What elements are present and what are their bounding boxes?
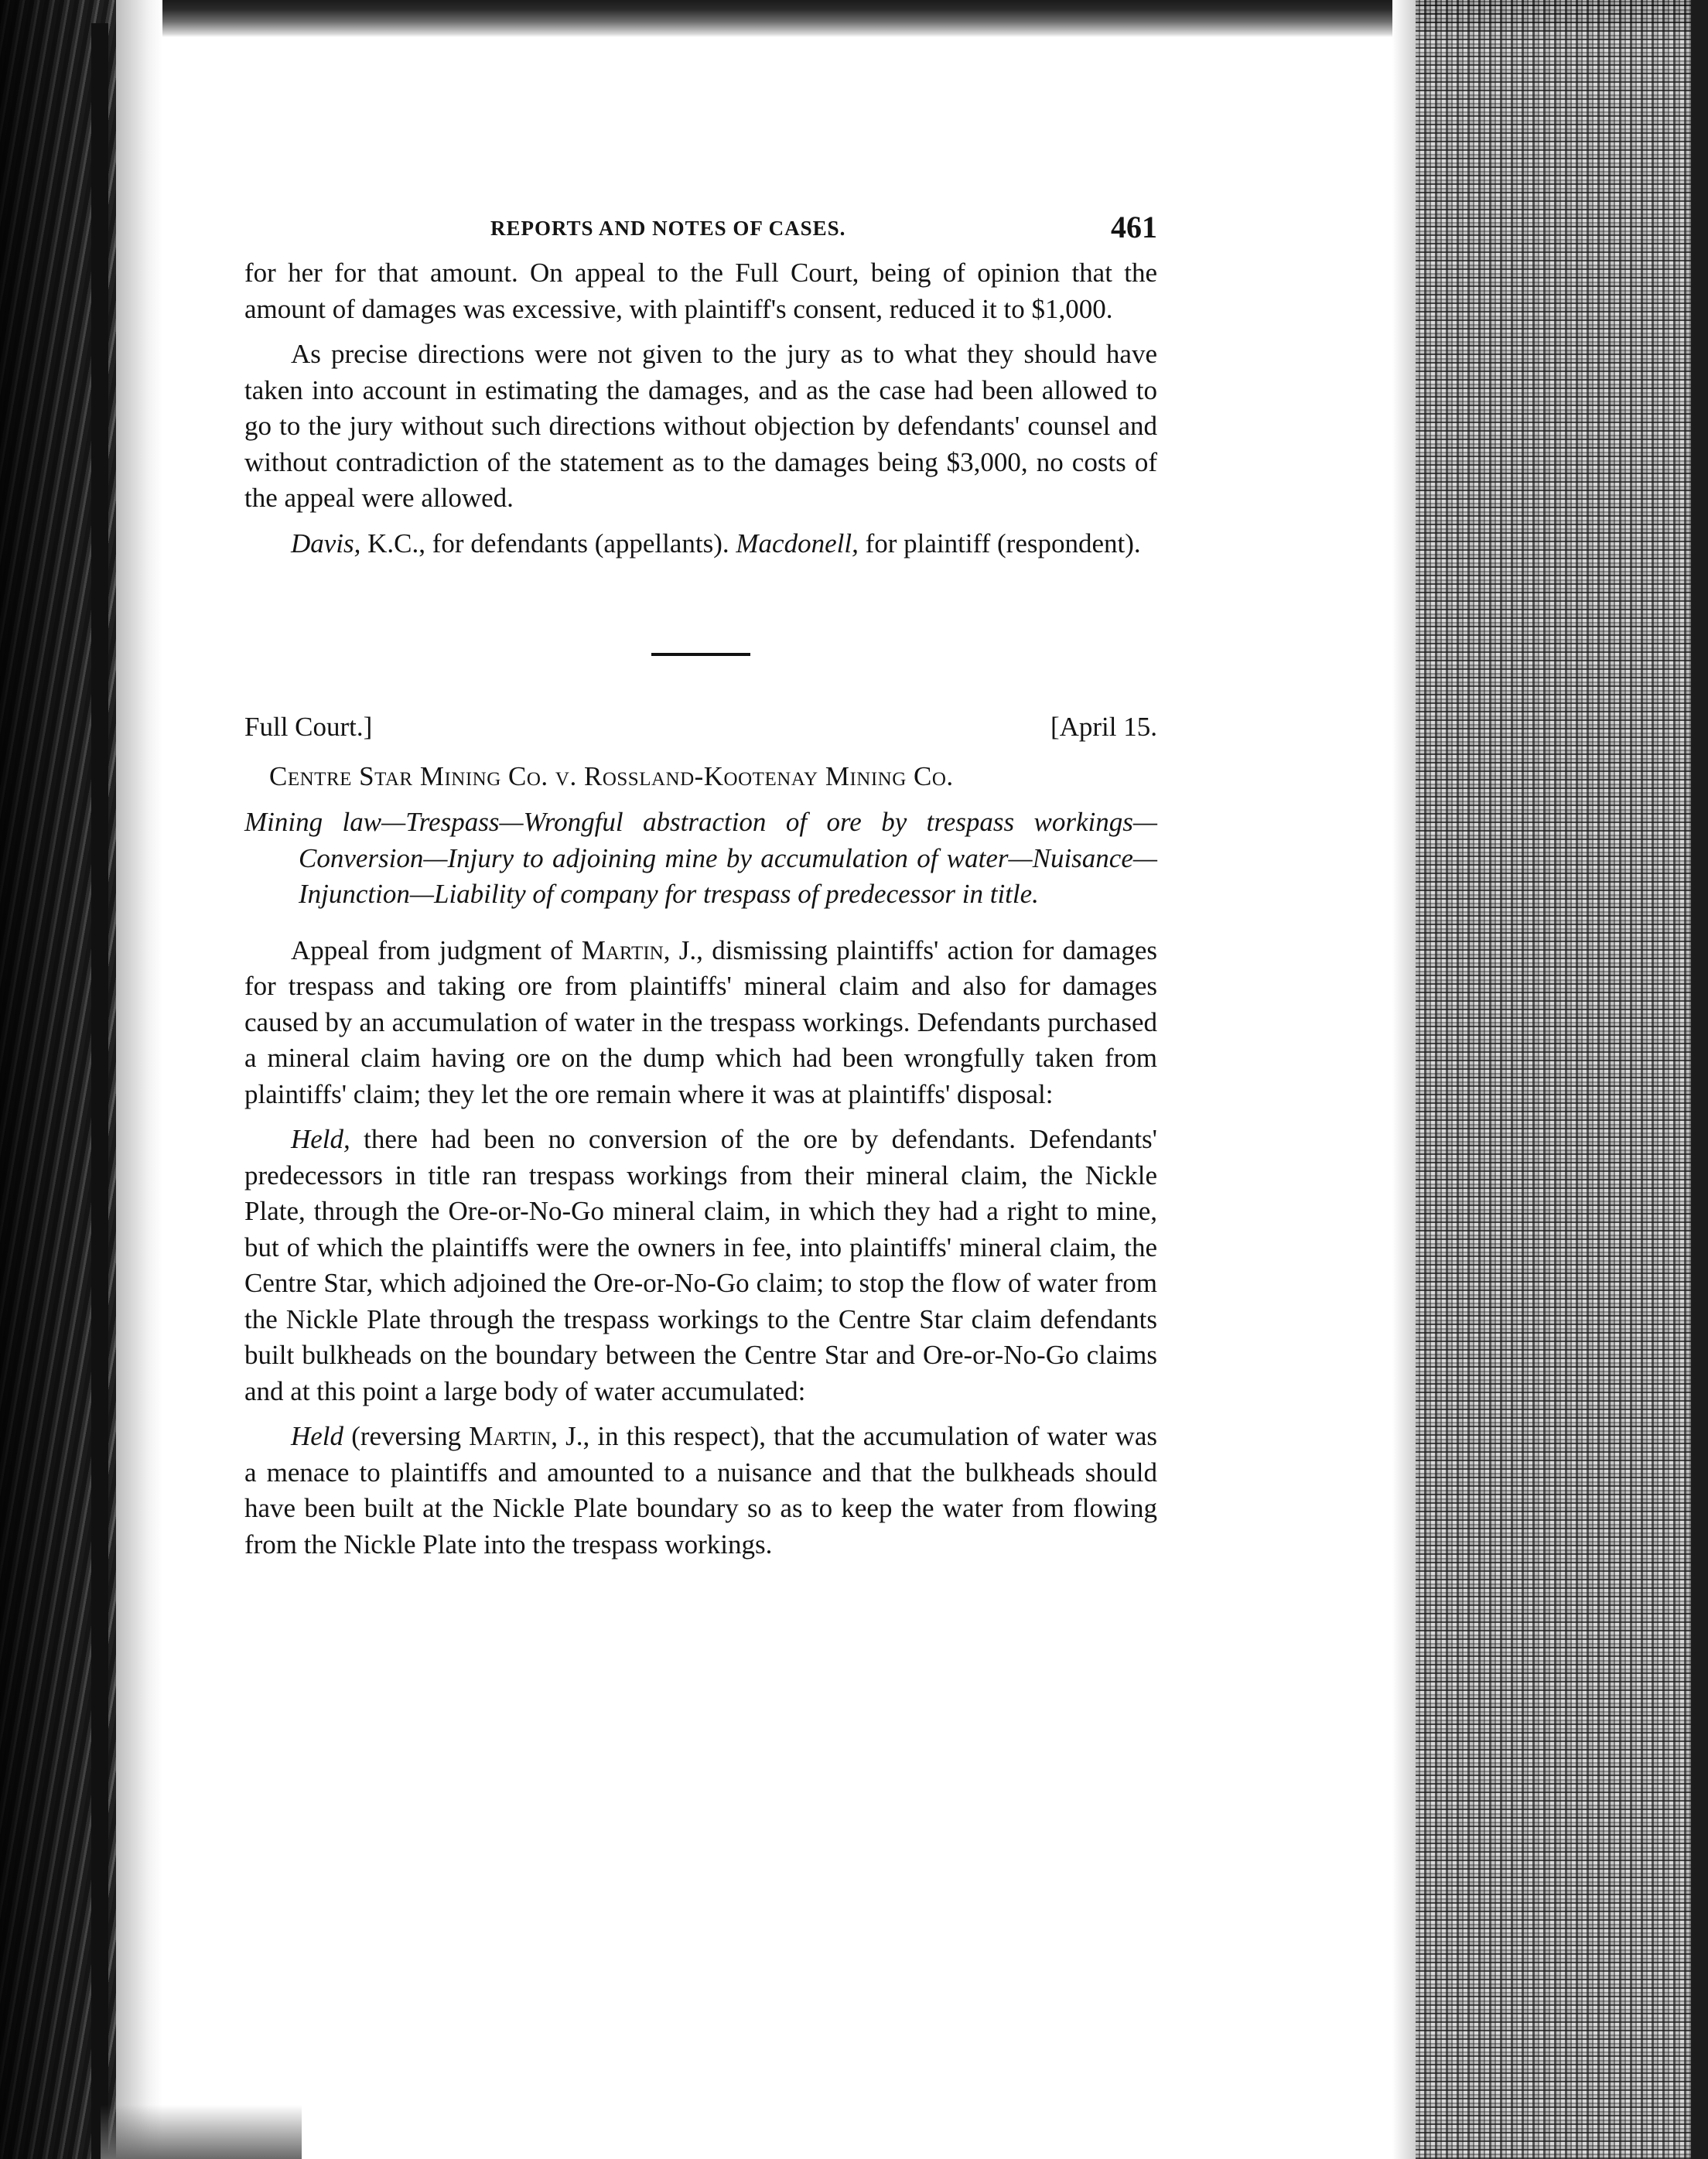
appeal-paragraph (244, 933, 1157, 1113)
held-paragraph-2 (244, 1419, 1157, 1563)
appeal-judge-name: Martin (581, 934, 664, 965)
court-name: Full Court.] (244, 712, 373, 742)
held-2-post-text: , J., in this respect), that the accumulation of water was a menace to plaintiffs and amounted to a nuisance and that the bulkheads should have been built at the Nickle Plate boundary so as to keep the water from flowing from the Nickle Plate into the trespass workings. (244, 1421, 1157, 1559)
appellant-counsel-name: Davis, (291, 528, 361, 559)
prior-case-continuation: for her for that amount. On appeal to the Full Court, being of opinion that the amount of damages was excessive, with plaintiff's consent, reduced it to $1,000. (244, 258, 1157, 324)
scan-border-bottom-corner (101, 2105, 302, 2159)
running-head (244, 209, 1157, 255)
held-2-judge-name: Martin (469, 1421, 552, 1451)
held-paragraph-1 (244, 1122, 1157, 1409)
appellant-counsel-text: K.C., for defendants (appellants). (360, 528, 736, 559)
headnote-catchwords: Mining law—Trespass—Wrongful abstraction of ore by trespass workings—Conversion—Injury to adjoining mine by accumulation of water—Nuisance—Injunction—Liability of company for trespass of predecessor in title. (244, 807, 1157, 909)
section-divider-rule (651, 653, 750, 656)
running-title: REPORTS AND NOTES OF CASES. (490, 217, 846, 240)
judgment-date: [April 15. (1050, 712, 1157, 742)
counsel-paragraph (244, 526, 1157, 562)
scan-border-right-edge (1691, 0, 1708, 2159)
costs-paragraph: As precise directions were not given to the jury as to what they should have taken into account in estimating the damages, and as the case had been allowed to go to the jury without such directions without objection by defendants' counsel and without contradiction of the statement as to the damages being $3,000, no costs of the appeal were allowed. (244, 339, 1157, 513)
scan-border-left-fade (116, 0, 162, 2159)
court-date-line (244, 712, 1157, 750)
book-spine-shadow (91, 23, 108, 2159)
scan-border-right-fade (1392, 0, 1416, 2159)
held-2-pre-text: (reversing (343, 1421, 470, 1451)
page-body (244, 209, 1157, 1563)
held-1-text: there had been no conversion of the ore by defendants. Defendants' predecessors in title ran trespass workings from their mineral claim, the Nickle Plate, through the Ore-or-No-Go mineral claim, in which they had a right to mine, but of which the plaintiffs were the owners in fee, into plaintiffs' mineral claim, the Centre Star, which adjoined the Ore-or-No-Go claim; to stop the flow of water from the Nickle Plate through the trespass workings to the Centre Star claim defendants built bulkheads on the boundary between the Centre Star and Ore-or-No-Go claims and at this point a large body of water accumulated: (244, 1124, 1157, 1406)
held-2-label: Held (291, 1421, 344, 1451)
page-number: 461 (1111, 210, 1157, 244)
appeal-pre-text: Appeal from judgment of (291, 934, 582, 965)
respondent-counsel-name: Macdonell, (736, 528, 859, 559)
case-title: Centre Star Mining Co. v. Rossland-Kootenay Mining Co. (269, 761, 954, 791)
appeal-post-text: , J., dismissing plaintiffs' action for damages for trespass and taking ore from plaintiffs' mineral claim and also for damages caused by an accumulation of water in the trespass workings. Defendants purchased a mineral claim having ore on the dump which had been wrongfully taken from plaintiffs' claim; they let the ore remain where it was at plaintiffs' disposal: (244, 934, 1157, 1109)
respondent-counsel-text: for plaintiff (respondent). (858, 528, 1141, 559)
scan-border-right-noise (1402, 0, 1708, 2159)
held-1-label: Held, (291, 1124, 350, 1154)
